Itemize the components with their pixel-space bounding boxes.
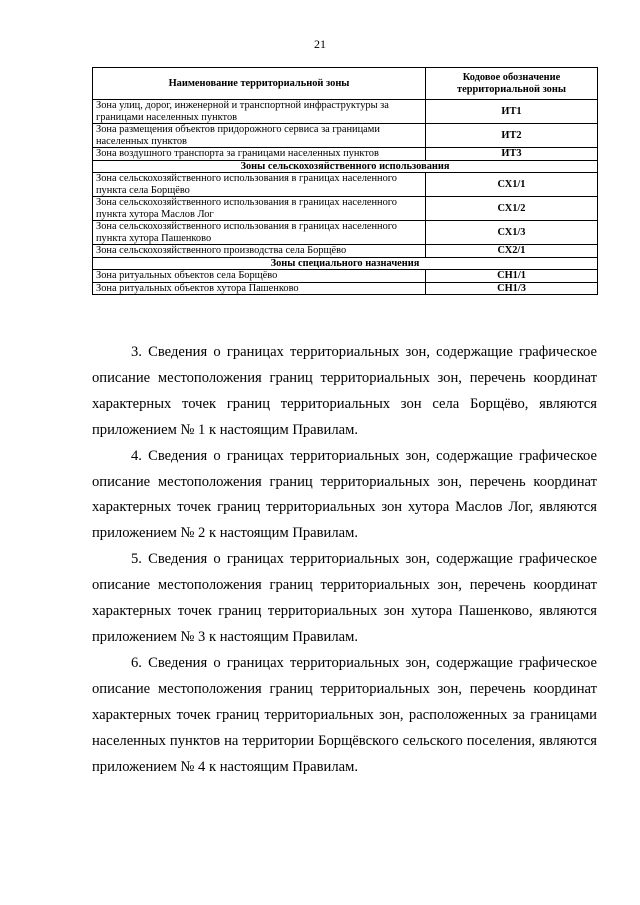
- section-heading: Зоны сельскохозяйственного использования: [93, 160, 598, 173]
- table-row: [93, 100, 598, 124]
- body-text: [92, 340, 597, 780]
- table-row: [93, 270, 598, 283]
- table-header-row: [93, 68, 598, 100]
- section-heading: Зоны специального назначения: [93, 257, 598, 270]
- table-section-row: [93, 257, 598, 270]
- table-row: [93, 221, 598, 245]
- zone-name-cell: Зона сельскохозяйственного использования в границах населенного пункта села Борщёво: [93, 173, 426, 197]
- zone-code-cell: СН1/1: [426, 270, 598, 283]
- table-row: [93, 282, 598, 295]
- zone-name-cell: Зона сельскохозяйственного использования в границах населенного пункта хутора Пашенково: [93, 221, 426, 245]
- zone-code-cell: ИТ3: [426, 148, 598, 161]
- zone-name-cell: Зона сельскохозяйственного производства села Борщёво: [93, 245, 426, 258]
- zone-code-cell: СХ2/1: [426, 245, 598, 258]
- paragraph: 5. Сведения о границах территориальных зон, содержащие графическое описание местоположения границ территориальных зон, перечень координат характерных точек границ территориальных зон хутора Пашенково, являются приложением № 3 к настоящим Правилам.: [92, 551, 597, 645]
- paragraph: 4. Сведения о границах территориальных зон, содержащие графическое описание местоположения границ территориальных зон, перечень координат характерных точек границ территориальных зон хутора Маслов Лог, являются приложением № 2 к настоящим Правилам.: [92, 447, 597, 542]
- table-section-row: [93, 160, 598, 173]
- table-row: [93, 197, 598, 221]
- page-number: 21: [314, 37, 326, 51]
- table-row: [93, 173, 598, 197]
- zone-name-cell: Зона улиц, дорог, инженерной и транспортной инфраструктуры за границами населенных пунктов: [93, 100, 426, 124]
- table-row: [93, 124, 598, 148]
- zone-code-cell: СХ1/2: [426, 197, 598, 221]
- table-row: [93, 245, 598, 258]
- zone-code-cell: СХ1/3: [426, 221, 598, 245]
- zone-name-cell: Зона ритуальных объектов хутора Пашенково: [93, 282, 426, 295]
- zone-name-cell: Зона сельскохозяйственного использования в границах населенного пункта хутора Маслов Лог: [93, 197, 426, 221]
- paragraph: 3. Сведения о границах территориальных зон, содержащие графическое описание местоположения границ территориальных зон, перечень координат характерных точек границ территориальных зон села Борщёво, являются приложением № 1 к настоящим Правилам.: [92, 344, 597, 438]
- zone-code-cell: ИТ2: [426, 124, 598, 148]
- zone-name-cell: Зона размещения объектов придорожного сервиса за границами населенных пунктов: [93, 124, 426, 148]
- paragraph: 6. Сведения о границах территориальных зон, содержащие графическое описание местоположения границ территориальных зон, перечень координат характерных точек границ территориальных зон, расположенных за границами населенных пунктов на территории Борщёвского сельского поселения, являются приложением № 4 к настоящим Правилам.: [92, 654, 597, 775]
- zones-table-body: [93, 100, 598, 295]
- zone-name-cell: Зона ритуальных объектов села Борщёво: [93, 270, 426, 283]
- zone-name-cell: Зона воздушного транспорта за границами населенных пунктов: [93, 148, 426, 161]
- zones-table: [92, 67, 598, 295]
- header-zone-name: Наименование территориальной зоны: [93, 68, 426, 100]
- header-zone-code: Кодовое обозначение территориальной зоны: [426, 68, 598, 100]
- table-row: [93, 148, 598, 161]
- zone-code-cell: СН1/3: [426, 282, 598, 295]
- zone-code-cell: ИТ1: [426, 100, 598, 124]
- zone-code-cell: СХ1/1: [426, 173, 598, 197]
